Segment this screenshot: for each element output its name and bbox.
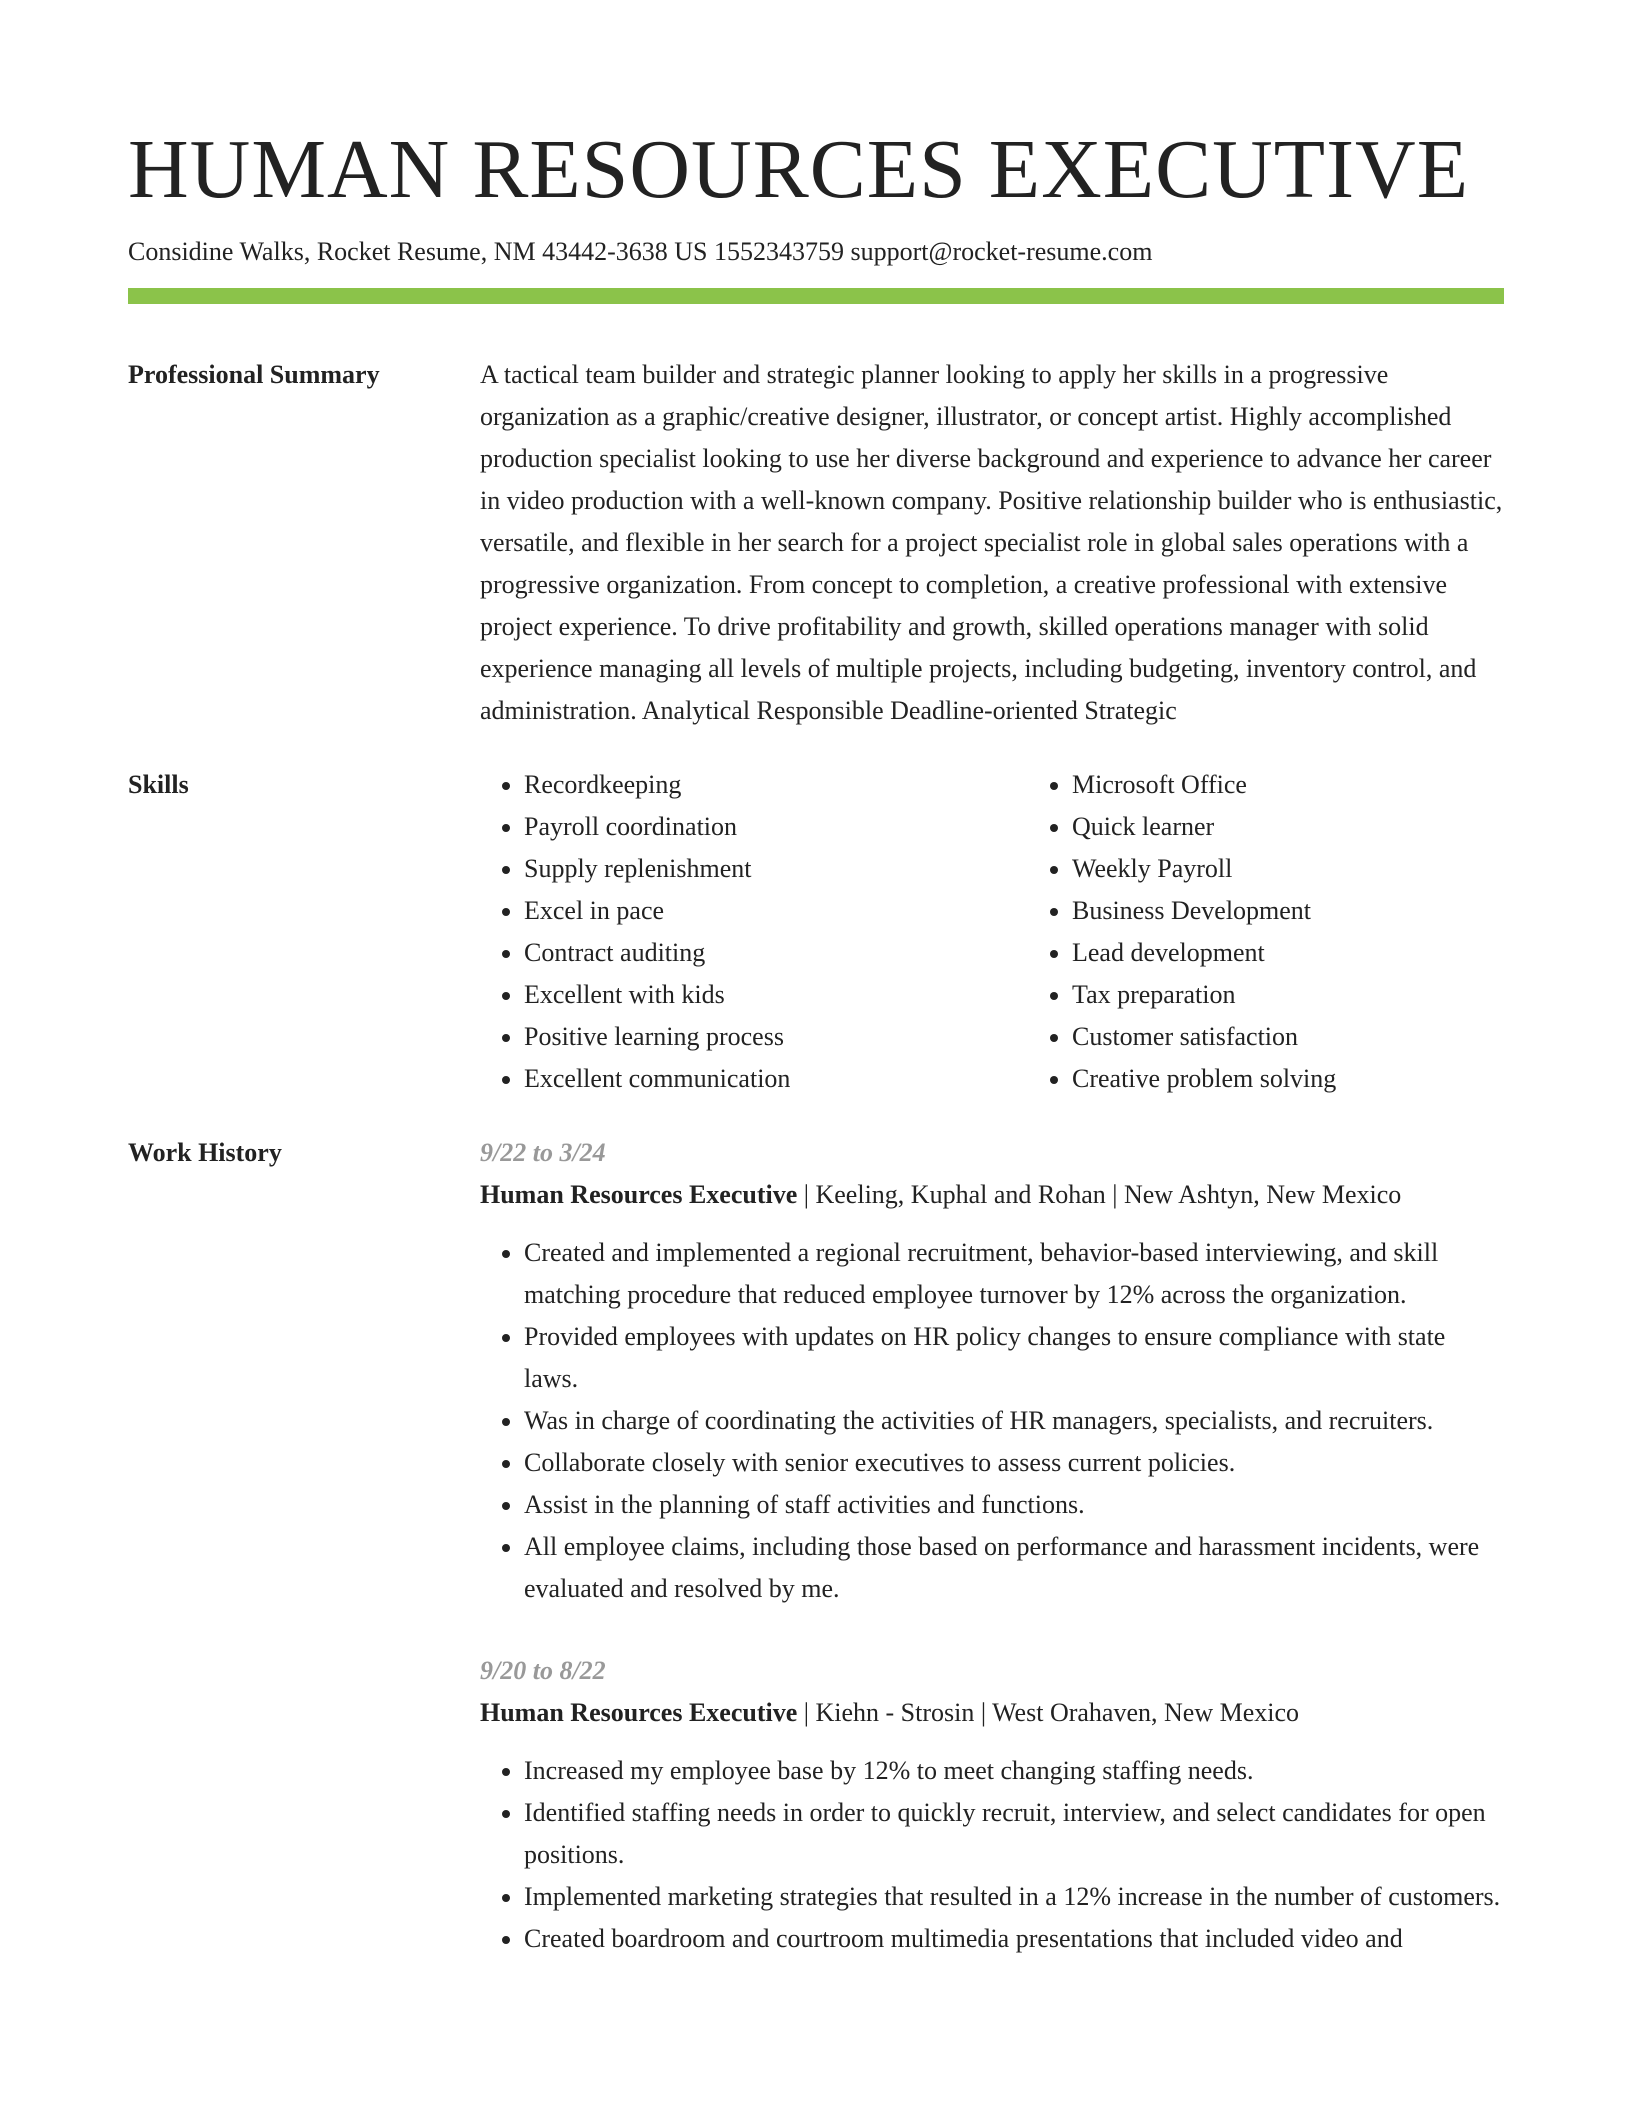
- job-bullet: • Was in charge of coordinating the activities of HR managers, specialists, and recruiters.: [524, 1400, 1504, 1442]
- contact-info: Considine Walks, Rocket Resume, NM 43442-3638 US 1552343759 support@rocket-resume.com: [128, 237, 1153, 266]
- job-dates: 9/22 to 3/24: [480, 1138, 606, 1167]
- work-history-body: [480, 1132, 1504, 2000]
- job-entry: [480, 1650, 1504, 1960]
- job-title: Human Resources Executive: [480, 1698, 798, 1727]
- job-bullet: • Implemented marketing strategies that resulted in a 12% increase in the number of customers.: [524, 1876, 1504, 1918]
- skill-item: • Payroll coordination: [524, 806, 1028, 848]
- job-employer-location: | Keeling, Kuphal and Rohan | New Ashtyn, New Mexico: [797, 1180, 1402, 1209]
- skill-item: • Tax preparation: [1072, 974, 1576, 1016]
- job-bullet-list: [480, 1232, 1504, 1610]
- skill-item: • Positive learning process: [524, 1016, 1028, 1058]
- job-employer-location: | Kiehn - Strosin | West Orahaven, New Mexico: [797, 1698, 1300, 1727]
- skill-item: • Microsoft Office: [1072, 764, 1576, 806]
- work-history-section: [128, 1132, 1504, 2000]
- job-bullet: • Identified staffing needs in order to quickly recruit, interview, and select candidates for open positions.: [524, 1792, 1504, 1876]
- skills-grid: [480, 764, 1576, 1100]
- skill-item: • Quick learner: [1072, 806, 1576, 848]
- skills-list-right: [1028, 764, 1576, 1100]
- job-dates: 9/20 to 8/22: [480, 1656, 606, 1685]
- skill-item: • Lead development: [1072, 932, 1576, 974]
- resume-page: [128, 116, 1504, 2000]
- job-bullet: • Provided employees with updates on HR policy changes to ensure compliance with state laws.: [524, 1316, 1504, 1400]
- skills-list-left: [480, 764, 1028, 1100]
- job-bullet: • Created boardroom and courtroom multimedia presentations that included video and: [524, 1918, 1504, 1960]
- accent-divider: [128, 288, 1504, 304]
- skill-item: • Recordkeeping: [524, 764, 1028, 806]
- job-heading: [480, 1692, 1504, 1734]
- job-heading: [480, 1174, 1504, 1216]
- job-title: Human Resources Executive: [480, 1180, 798, 1209]
- job-entry: [480, 1132, 1504, 1610]
- skill-item: • Creative problem solving: [1072, 1058, 1576, 1100]
- skill-item: • Supply replenishment: [524, 848, 1028, 890]
- job-bullet-list: [480, 1750, 1504, 1960]
- skill-item: • Excellent communication: [524, 1058, 1028, 1100]
- section-label-summary: Professional Summary: [128, 360, 380, 389]
- summary-text: A tactical team builder and strategic planner looking to apply her skills in a progressive organization as a graphic/creative designer, illustrator, or concept artist. Highly accomplished production specialist looking to use her diverse background and experience to advance her career in video production with a well-known company. Positive relationship builder who is enthusiastic, versatile, and flexible in her search for a project specialist role in global sales operations with a progressive organization. From concept to completion, a creative professional with extensive project experience. To drive profitability and growth, skilled operations manager with solid experience managing all levels of multiple projects, including budgeting, inventory control, and administration. Analytical Responsible Deadline-oriented Strategic: [480, 360, 1503, 725]
- skill-item: • Excel in pace: [524, 890, 1028, 932]
- resume-title: HUMAN RESOURCES EXECUTIVE: [128, 123, 1470, 216]
- job-bullet: • Created and implemented a regional recruitment, behavior-based interviewing, and skill matching procedure that reduced employee turnover by 12% across the organization.: [524, 1232, 1504, 1316]
- skills-section: [128, 764, 1504, 1100]
- skill-item: • Excellent with kids: [524, 974, 1028, 1016]
- skill-item: • Contract auditing: [524, 932, 1028, 974]
- job-bullet: • Increased my employee base by 12% to meet changing staffing needs.: [524, 1750, 1504, 1792]
- skill-item: • Weekly Payroll: [1072, 848, 1576, 890]
- professional-summary-section: [128, 354, 1504, 732]
- job-bullet: • Assist in the planning of staff activities and functions.: [524, 1484, 1504, 1526]
- job-bullet: • All employee claims, including those based on performance and harassment incidents, were evaluated and resolved by me.: [524, 1526, 1504, 1610]
- skill-item: • Customer satisfaction: [1072, 1016, 1576, 1058]
- section-label-work-history: Work History: [128, 1138, 282, 1167]
- job-bullet: • Collaborate closely with senior executives to assess current policies.: [524, 1442, 1504, 1484]
- skill-item: • Business Development: [1072, 890, 1576, 932]
- section-label-skills: Skills: [128, 770, 189, 799]
